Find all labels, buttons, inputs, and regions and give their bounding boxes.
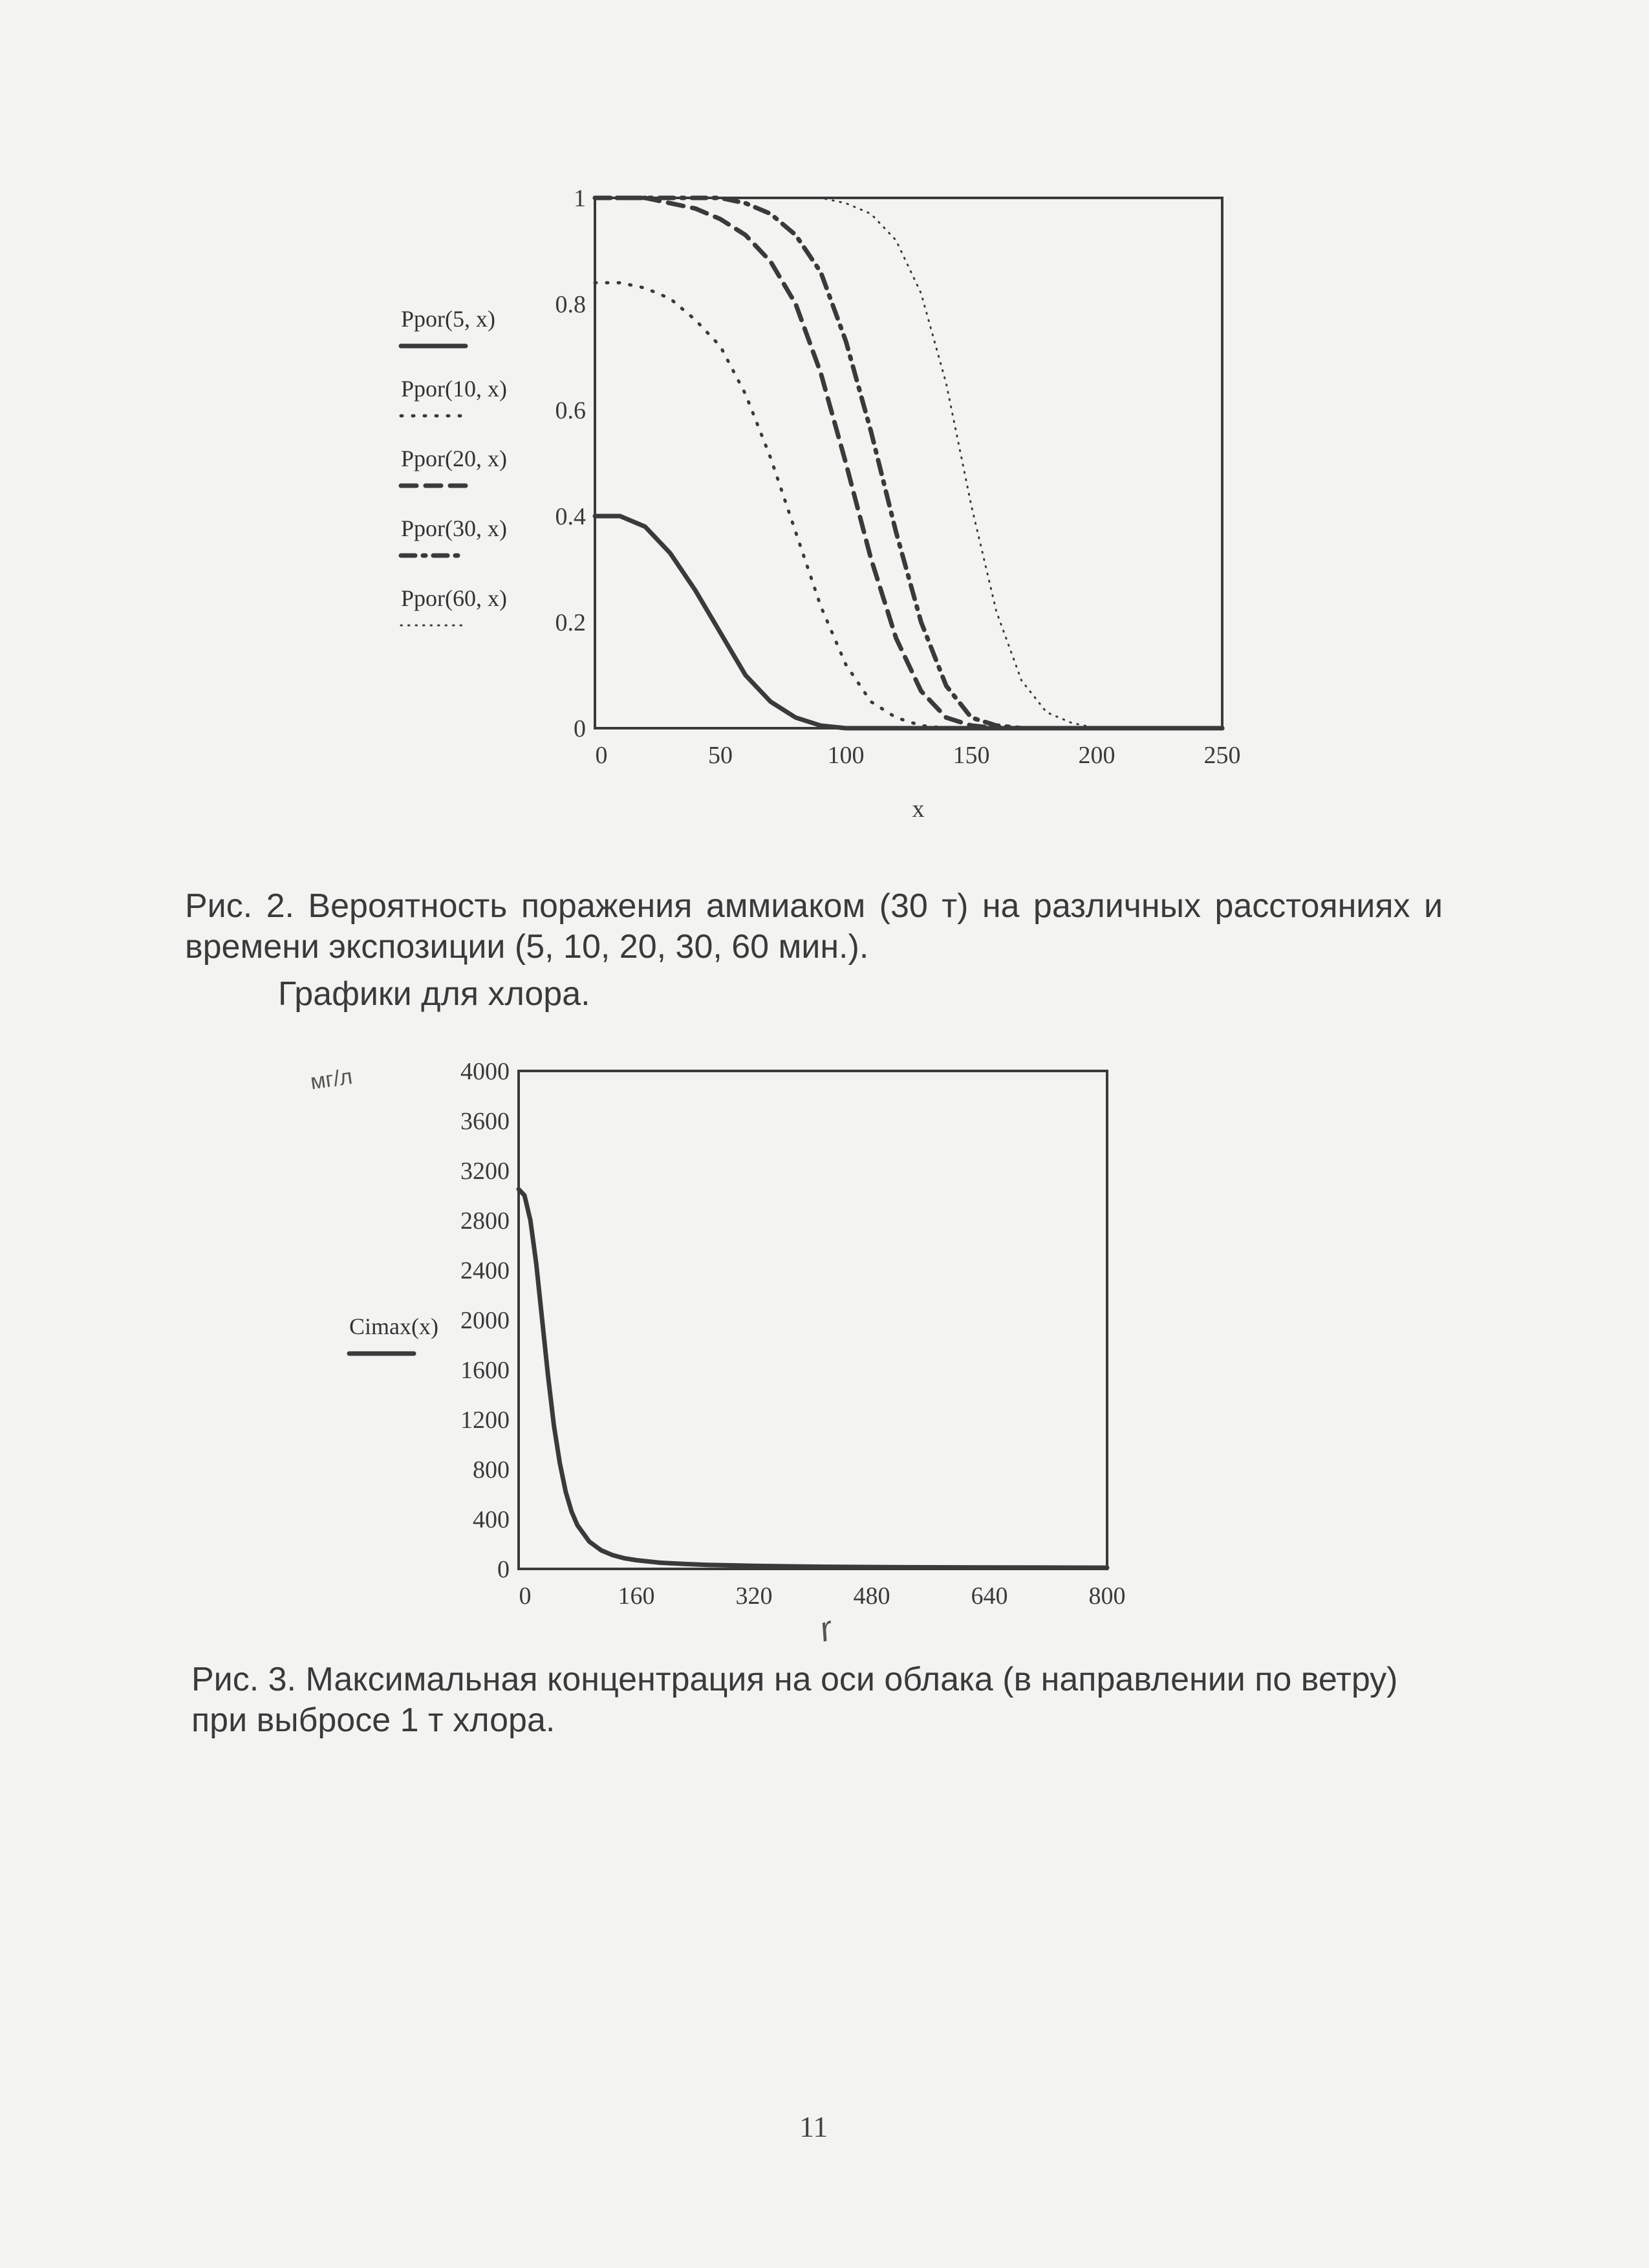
fig3-series-group: [519, 1189, 1107, 1568]
figure-3-caption: Рис. 3. Максимальная концентрация на оси облака (в направлении по ветру) при выбросе 1 т хлора.: [191, 1661, 1398, 1740]
fig2-y-tick-label: 0: [574, 715, 586, 742]
fig3-y-tick-label: 4000: [460, 1058, 510, 1085]
fig2-series-group: [595, 198, 1222, 728]
fig3-y-tick-label: 2400: [460, 1257, 510, 1284]
fig3-x-ticks: [519, 1582, 1126, 1610]
handwritten-units-note: мг/л: [308, 1064, 354, 1095]
fig2-legend-label: Ppor(60, x): [401, 585, 507, 611]
fig3-y-tick-label: 400: [473, 1506, 510, 1533]
fig3-y-tick-label: 2800: [460, 1207, 510, 1235]
fig2-legend-label: Ppor(5, x): [401, 306, 495, 332]
fig3-y-tick-label: 800: [473, 1456, 510, 1484]
fig3-x-tick-label: 0: [519, 1582, 532, 1610]
fig3-x-tick-label: 640: [971, 1582, 1008, 1610]
fig2-x-tick-label: 150: [953, 742, 990, 769]
fig2-series-line-2: [595, 198, 1222, 728]
handwritten-x-note: r: [815, 1608, 837, 1650]
fig3-y-tick-label: 3600: [460, 1108, 510, 1135]
fig2-y-tick-label: 0.4: [555, 503, 586, 530]
fig3-y-tick-label: 1200: [460, 1407, 510, 1434]
fig2-x-axis-label: x: [912, 795, 925, 823]
fig3-x-tick-label: 480: [853, 1582, 890, 1610]
figure-2-chart: [401, 185, 1241, 823]
fig2-legend-label: Ppor(30, x): [401, 515, 507, 541]
fig3-y-ticks: [460, 1058, 510, 1583]
fig3-legend-label: Cimax(x): [349, 1313, 438, 1339]
fig2-x-tick-label: 0: [595, 742, 608, 769]
fig3-x-tick-label: 800: [1088, 1582, 1126, 1610]
fig3-plot-frame: [519, 1071, 1107, 1569]
fig2-series-line-4: [595, 198, 1222, 728]
fig2-x-tick-label: 250: [1203, 742, 1241, 769]
fig2-y-tick-label: 0.6: [555, 397, 586, 424]
fig2-x-tick-label: 100: [827, 742, 865, 769]
fig2-x-ticks: [596, 742, 1241, 769]
page-number: 11: [799, 2110, 828, 2143]
fig2-plot-frame: [595, 198, 1222, 728]
fig3-y-tick-label: 0: [497, 1556, 510, 1583]
fig3-y-tick-label: 1600: [460, 1357, 510, 1384]
fig3-y-tick-label: 2000: [460, 1307, 510, 1334]
fig2-y-tick-label: 0.8: [555, 291, 586, 318]
fig2-legend-label: Ppor(10, x): [401, 376, 507, 402]
fig2-series-line-3: [595, 198, 1222, 728]
figure-2-caption: Рис. 2. Вероятность поражения аммиаком (30 т) на различных расстояниях и времени экспозиции (5, 10, 20, 30, 60 мин.).: [185, 887, 1443, 966]
chlorine-subheading: Графики для хлора.: [278, 975, 590, 1013]
fig2-y-tick-label: 0.2: [555, 609, 586, 636]
fig2-x-tick-label: 50: [708, 742, 733, 769]
fig2-legend: [401, 306, 507, 625]
fig2-series-line-0: [595, 516, 1222, 728]
fig2-y-tick-label: 1: [574, 185, 586, 212]
fig3-legend: [349, 1313, 438, 1354]
fig3-x-tick-label: 160: [618, 1582, 655, 1610]
fig3-series-line-0: [519, 1189, 1107, 1568]
figure-3-chart: [349, 1058, 1126, 1610]
fig2-y-ticks: [555, 185, 587, 742]
fig2-legend-label: Ppor(20, x): [401, 446, 507, 471]
fig3-x-tick-label: 320: [735, 1582, 773, 1610]
fig2-x-tick-label: 200: [1078, 742, 1116, 769]
fig3-y-tick-label: 3200: [460, 1158, 510, 1185]
